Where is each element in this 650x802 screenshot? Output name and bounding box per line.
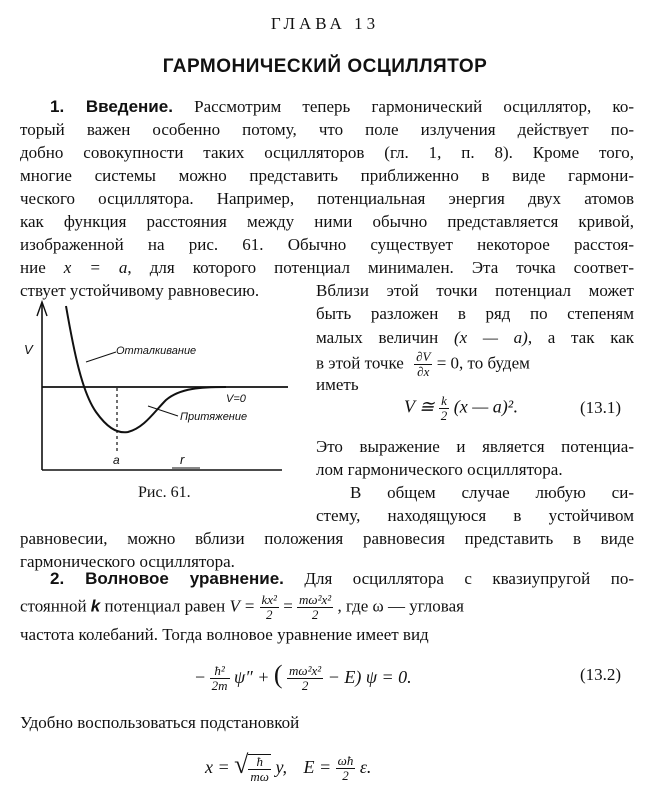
section2-line-2: стоянной k потенциал равен V = $\frac{\text{kx²}}{2}$ = $\frac{\text{mω²x²}}{2}$ , где ω — угловая [20,592,464,622]
repulsion-label: Отталкивание [116,345,197,357]
figure-caption: Рис. 61. [138,484,191,501]
equation-13-1: V ≅ $\frac{k}{2}$ (x — a)². [404,393,518,423]
equation-13-2: − $\frac{\text{ħ²}}{2m}$ ψ″ + ( $\frac{\text{mω²x²}}{2}$ − E) ψ = 0. [195,660,412,694]
section1-line-6: как функция расстояния между ними обычно представляется кривой, [20,212,634,231]
math-x-eq-a: x = a [63,258,128,277]
section2-line-4: Удобно воспользоваться подстановкой [20,713,300,732]
chapter-title: ГАРМОНИЧЕСКИЙ ОСЦИЛЛЯТОР [162,56,488,77]
section1-end-line-2: гармонического осциллятора. [20,552,235,571]
equation-number-13-1: (13.1) [580,398,622,417]
side-line-1: Вблизи этой точки потенциал может [316,281,634,300]
section1-end-line-1: равновесии, можно вблизи положения равновесия представить в виде [20,529,634,548]
section1-heading: 1. Введение. [50,97,173,116]
after-line-1: Это выражение и является потенциа- [316,437,634,456]
side-line-3: малых величин (x — a), а так как [316,328,634,347]
section1-line-9: ствует устойчивому равновесию. [20,281,260,300]
substitution-equation: x = √ $\frac{ħ}{m\omega}$ y, E = $\frac{\omega ħ}{2}$ ε. [205,750,372,784]
side-line-5: иметь [316,375,359,394]
side-line-4: в этой точке $\frac{\partial V}{\partial x}$ = 0, то будем [316,349,530,379]
zero-line-label: V=0 [226,393,246,405]
section1-line-1: 1. Введение. Рассмотрим теперь гармонический осциллятор, ко- [50,97,634,116]
side-line-2: быть разложен в ряд по степеням [316,304,634,323]
section2-line-3: частота колебаний. Тогда волновое уравнение имеет вид [20,625,429,644]
y-axis-label: V [24,342,33,357]
section2-heading: 2. Волновое уравнение. [50,569,284,588]
section2-line-1: 2. Волновое уравнение. Для осциллятора с квазиупругой по- [50,569,634,588]
equation-number-13-2: (13.2) [580,665,622,684]
section1-line-7: изображенной на рис. 61. Обычно существует некоторое расстоя- [20,235,634,254]
section1-line-4: многие системы можно представить приближенно в виде гармони- [20,166,634,185]
potential-energy-figure [20,292,290,482]
minimum-label: a [113,453,120,467]
attraction-label: Притяжение [180,411,248,423]
section1-line-2: торый важен особенно потому, что поле излучения действует по- [20,120,634,139]
repulsion-pointer [86,352,116,362]
x-axis-label: r [180,452,185,467]
after-line-2: лом гармонического осциллятора. [316,460,563,479]
chapter-label: ГЛАВА 13 [270,14,380,33]
section1-line-5: ческого осциллятора. Например, потенциальная энергия двух атомов [20,189,634,208]
after-line-4: стему, находящуюся в устойчивом [316,506,634,525]
after-line-3: В общем случае любую си- [350,483,634,502]
section1-line-3: добно совокупности таких осцилляторов (гл. 1, п. 8). Кроме того, [20,143,634,162]
section1-line-8: ние x = a, для которого потенциал минимален. Эта точка соответ- [20,258,634,277]
